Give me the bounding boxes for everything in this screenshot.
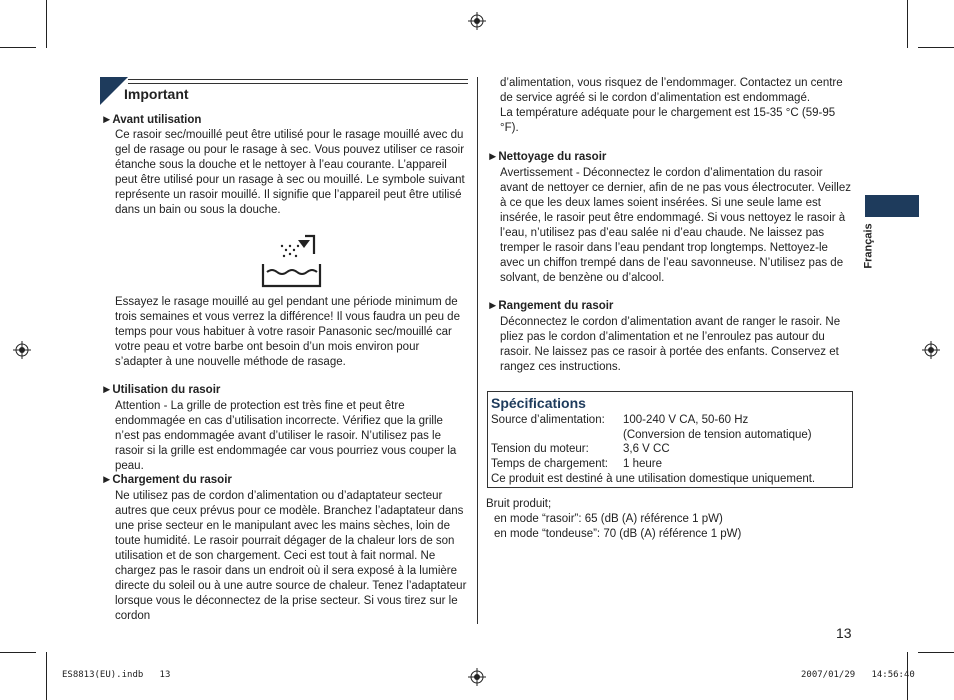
registration-mark-icon xyxy=(13,341,31,359)
paragraph-text: Avertissement - Déconnectez le cordon d’alimentation du rasoir avant de nettoyer ce dernier, afin de ne pas vous électrocuter. Veillez à ce que les deux lames soient insérées. Si une seule lame est insérée, le rasoir peut être endommagé. Si vous nettoyez le rasoir à l’eau, n’utilisez pas d’eau salée ni d’eau chaude. Ne laissez pas tremper le rasoir dans l’eau pendant trop longtemps. Nettoyez-le avec un chiffon trempé dans de l’eau savonneuse. N’utilisez pas de solvant, de benzène ou d’alcool. xyxy=(500,167,851,284)
spec-label: Temps de chargement: xyxy=(491,458,608,470)
important-rule xyxy=(128,79,468,80)
crop-mark xyxy=(0,47,36,48)
paragraph-text: Ce rasoir sec/mouillé peut être utilisé pour le rasage mouillé avec du gel de rasage ou pour le rasage à sec. Vous pouvez utiliser ce rasoir étanche sous la douche et le nettoyer à l’eau courante. L’appareil peut être utilisé pour un rasage à sec ou mouillé. Le symbole suivant représente un rasoir mouillé. Il signifie que l’appareil peut être utilisé dans un bain ou sous la douche. xyxy=(115,129,465,216)
registration-mark-icon xyxy=(922,341,940,359)
crop-mark xyxy=(46,652,47,700)
paragraph-text: Ne utilisez pas de cordon d’alimentation ou d’adaptateur secteur autres que ceux prévus pour ce modèle. Branchez l’adaptateur dans une prise secteur en le manipulant avec les mains sèches, loin de toute humidité. Le rasoir pourrait dégager de la chaleur lors de son utilisation et de son chargement. Ceci est tout à fait normal. Ne chargez pas le rasoir dans un endroit où il sera exposé à la lumière directe du soleil ou à une autre source de chaleur. Tenez l’adaptateur lorsque vous le déconnectez de la prise secteur. Si vous tirez sur le cordon xyxy=(115,490,467,622)
heading-chargement-du-rasoir: ►Chargement du rasoir xyxy=(101,474,232,486)
spec-note: Ce produit est destiné à une utilisation domestique uniquement. xyxy=(491,473,816,485)
registration-mark-icon xyxy=(468,668,486,686)
spec-label: Source d’alimentation: xyxy=(491,414,605,426)
important-title: Important xyxy=(124,86,189,102)
wet-shaving-symbol-icon xyxy=(260,234,324,288)
paragraph-text: Essayez le rasage mouillé au gel pendant une période minimum de trois semaines et vous verrez la différence! Il vous faudra un peu de temps pour vous habituer à votre rasoir Panasonic sec/mouillé car votre peau et votre barbe ont besoin d’un mois environ pour s’adapter à une nouvelle méthode de rasage. xyxy=(115,296,460,368)
paragraph-text: d’alimentation, vous risquez de l’endommager. Contactez un centre de service agréé si le cordon d’alimentation est endommagé. xyxy=(500,77,843,104)
heading-nettoyage-du-rasoir: ►Nettoyage du rasoir xyxy=(487,151,607,163)
column-divider xyxy=(477,77,478,624)
paragraph-rangement xyxy=(500,315,852,375)
heading-avant-utilisation: ►Avant utilisation xyxy=(101,114,202,126)
paragraph-nettoyage xyxy=(500,166,852,286)
crop-mark xyxy=(907,0,908,48)
footer-file-slug: ES8813(EU).indb 13 xyxy=(62,670,171,680)
paragraph-utilisation xyxy=(115,399,468,474)
crop-mark xyxy=(918,652,954,653)
spec-value: (Conversion de tension automatique) xyxy=(623,429,812,441)
language-tab-label xyxy=(860,222,882,274)
crop-mark xyxy=(918,47,954,48)
heading-utilisation-du-rasoir: ►Utilisation du rasoir xyxy=(101,384,221,396)
paragraph-chargement xyxy=(115,489,468,624)
paragraph-essayez xyxy=(115,295,468,370)
noise-title: Bruit produit; xyxy=(486,498,552,510)
crop-mark xyxy=(0,652,36,653)
paragraph-text: Attention - La grille de protection est très fine et peut être endommagée en cas d’utilisation incorrecte. Vérifiez que la grille n’est pas endommagée avant d’utiliser le rasoir. N’utilisez pas le rasoir si la grille est endommagée car vous pourriez vous couper la peau. xyxy=(115,400,457,472)
noise-line: en mode “rasoir”: 65 (dB (A) référence 1 pW) xyxy=(494,513,723,525)
language-tab xyxy=(865,195,919,217)
heading-rangement-du-rasoir: ►Rangement du rasoir xyxy=(487,300,614,312)
paragraph-text: Déconnectez le cordon d’alimentation avant de ranger le rasoir. Ne pliez pas le cordon d’alimentation et ne l’enroulez pas autour du rasoir. Ne laissez pas ce rasoir à portée des enfants. Conservez et rangez ces instructions. xyxy=(500,316,841,373)
specifications-box xyxy=(487,391,853,488)
language-label-text: Français xyxy=(862,223,875,269)
spec-value: 1 heure xyxy=(623,458,663,470)
specifications-title: Spécifications xyxy=(491,395,586,411)
crop-mark xyxy=(46,0,47,48)
registration-mark-icon xyxy=(468,12,486,30)
spec-value: 3,6 V CC xyxy=(623,443,670,455)
spec-label: Tension du moteur: xyxy=(491,443,589,455)
paragraph-avant-utilisation xyxy=(115,128,468,218)
spec-value: 100-240 V CA, 50-60 Hz xyxy=(623,414,749,426)
important-rule xyxy=(128,83,468,84)
page-number: 13 xyxy=(836,625,852,641)
paragraph-chargement-suite xyxy=(500,76,852,136)
noise-line: en mode “tondeuse”: 70 (dB (A) référence 1 pW) xyxy=(494,528,742,540)
paragraph-text: La température adéquate pour le chargement est 15-35 °C (59-95 °F). xyxy=(500,107,836,134)
footer-timestamp: 2007/01/29 14:56:40 xyxy=(801,670,915,680)
